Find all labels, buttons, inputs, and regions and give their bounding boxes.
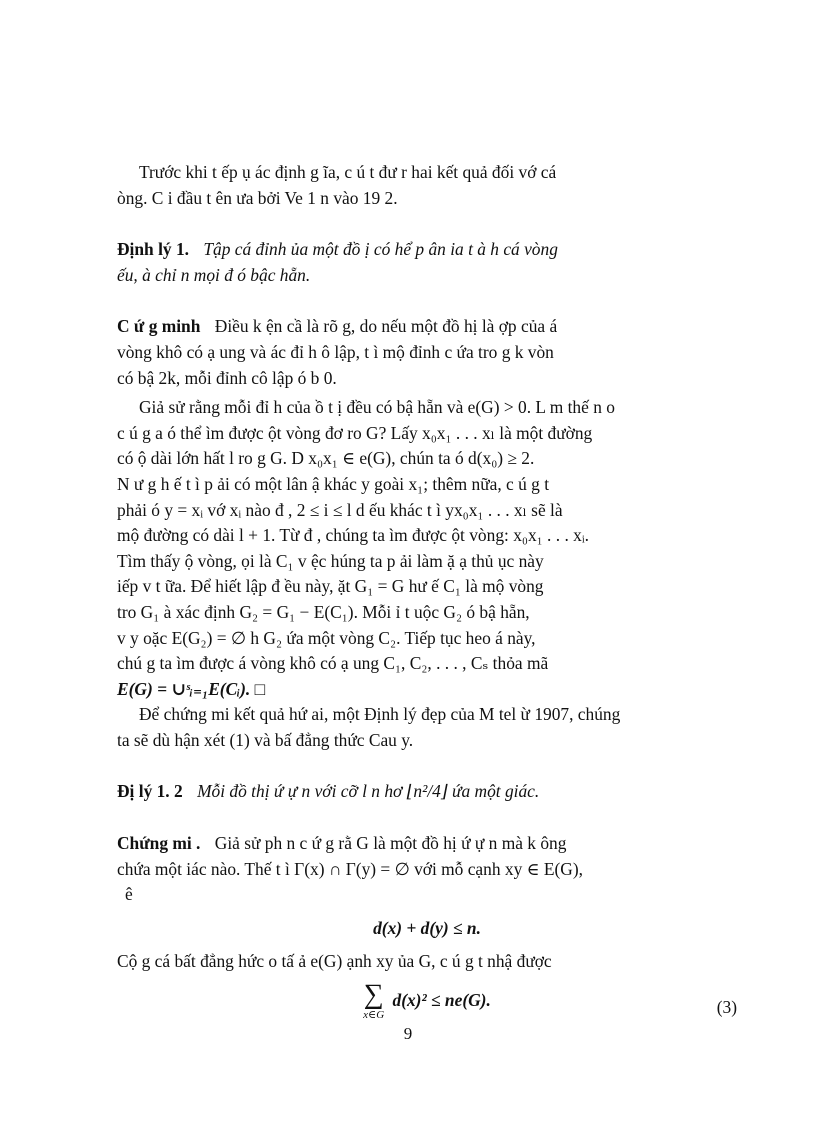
paragraph-line: Giả sử rằng mỗi đỉ h của ồ t ị đều có bậ hẵn và e(G) > 0. L m thế n o bbox=[139, 397, 615, 418]
proof-1-heading: C ứ g minh bbox=[117, 316, 201, 337]
summation-subscript: x∈G bbox=[363, 1009, 385, 1022]
intro-line: Trước khi t ếp ụ ác định g ĩa, c ú t đư r hai kết quả đối vớ cá bbox=[139, 162, 557, 182]
theorem-1-heading: Định lý 1. bbox=[117, 239, 189, 260]
paragraph-2 bbox=[117, 395, 737, 702]
sigma-symbol: ∑ bbox=[363, 979, 384, 1011]
paragraph-line: chú g ta ìm được á vòng khô có ạ ung C₁, C₂, . . . , Cₛ thỏa mã bbox=[117, 653, 549, 674]
proof-2 bbox=[117, 831, 737, 908]
theorem-2 bbox=[117, 779, 737, 805]
paragraph-line: E(G) = ∪ˢᵢ₌₁E(Cᵢ). □ bbox=[117, 678, 266, 699]
proof-1-line: có bậ 2k, mỗi đỉnh cô lập ó b 0. bbox=[117, 367, 337, 388]
theorem-1 bbox=[117, 237, 737, 288]
inline-equation: d(x) + d(y) ≤ n. bbox=[373, 917, 481, 938]
paragraph-line: Tìm thấy ộ vòng, ọi là C₁ v ệc húng ta p ải làm ặ ạ thủ ục này bbox=[117, 550, 544, 571]
theorem-1-line: ếu, à chỉ n mọi đ ó bậc hẵn. bbox=[117, 264, 311, 285]
paragraph-line: v y oặc E(G₂) = ∅ h G₂ ứa một vòng C₂. Tiếp tục heo á này, bbox=[117, 627, 536, 648]
intro-paragraph bbox=[117, 160, 737, 211]
paragraph-line: iếp v t ữa. Để hiết lập đ ều này, ặt G₁ = G hư ế C₁ là mộ vòng bbox=[117, 576, 544, 597]
paragraph-line: tro G₁ à xác định G₂ = G₁ − E(C₁). Mỗi ỉ t uộc G₂ ó bậ hẵn, bbox=[117, 601, 530, 622]
theorem-2-heading: Đị lý 1. 2 bbox=[117, 781, 183, 802]
after-equation-line: Cộ g cá bất đẳng hức o tấ ả e(G) ạnh xy ủa G, c ú g t nhậ được bbox=[117, 951, 552, 972]
paragraph-line: ta sẽ dù hận xét (1) và bấ đẳng thức Cau y. bbox=[117, 729, 414, 750]
paragraph-line: có ộ dài lớn hất l ro g G. D x₀x₁ ∈ e(G), chún ta ó d(x₀) ≥ 2. bbox=[117, 448, 535, 469]
paragraph-3 bbox=[117, 702, 737, 753]
paragraph-line: mộ đường có dài l + 1. Từ đ , chúng ta ìm được ột vòng: x₀x₁ . . . xᵢ. bbox=[117, 525, 590, 546]
theorem-1-line: Tập cá đỉnh ủa một đồ ị có hể p ân ia t à h cá vòng bbox=[203, 239, 558, 260]
page-body bbox=[117, 160, 737, 1033]
summation bbox=[363, 981, 384, 1021]
paragraph-line: c ú g a ó thể ìm được ột vòng đơ ro G? Lấy x₀x₁ . . . xₗ là một đường bbox=[117, 422, 593, 443]
proof-2-line: Giả sử ph n c ứ g rằ G là một đồ hị ứ ự n mà k ông bbox=[214, 833, 567, 854]
paragraph-line: phải ó y = xᵢ vớ xᵢ nào đ , 2 ≤ i ≤ l d ếu khác t ì yx₀x₁ . . . xₗ sẽ là bbox=[117, 499, 563, 520]
equation-3-body: d(x)² ≤ ne(G). bbox=[392, 990, 491, 1011]
theorem-2-text: Mỗi đồ thị ứ ự n với cỡ l n hơ ⌊n²/4⌋ ứa một giác. bbox=[197, 781, 540, 802]
proof-1 bbox=[117, 314, 737, 391]
paragraph-line: Để chứng mi kết quả hứ ai, một Định lý đẹp của M tel ừ 1907, chúng bbox=[139, 704, 621, 725]
proof-1-line: vòng khô có ạ ung và ác đỉ h ô lập, t ì mộ đỉnh c ứa tro g k vòn bbox=[117, 341, 554, 362]
intro-line: òng. C i đầu t ên ưa bởi Ve 1 n vào 19 2. bbox=[117, 187, 398, 208]
paragraph-line: N ư g h ế t ì p ải có một lân ậ khác y goài x₁; thêm nữa, c ú g t bbox=[117, 473, 550, 494]
equation-3-number: (3) bbox=[716, 997, 737, 1018]
proof-2-heading: Chứng mi . bbox=[117, 833, 201, 854]
proof-2-line: ê bbox=[125, 884, 133, 905]
proof-1-line: Điều k ện cầ là rõ g, do nếu một đồ hị là ợp của á bbox=[214, 316, 558, 337]
proof-2-line: chứa một iác nào. Thế t ì Γ(x) ∩ Γ(y) = ∅ với mỗ cạnh xy ∈ E(G), bbox=[117, 858, 583, 879]
page-number: 9 bbox=[403, 1024, 413, 1043]
